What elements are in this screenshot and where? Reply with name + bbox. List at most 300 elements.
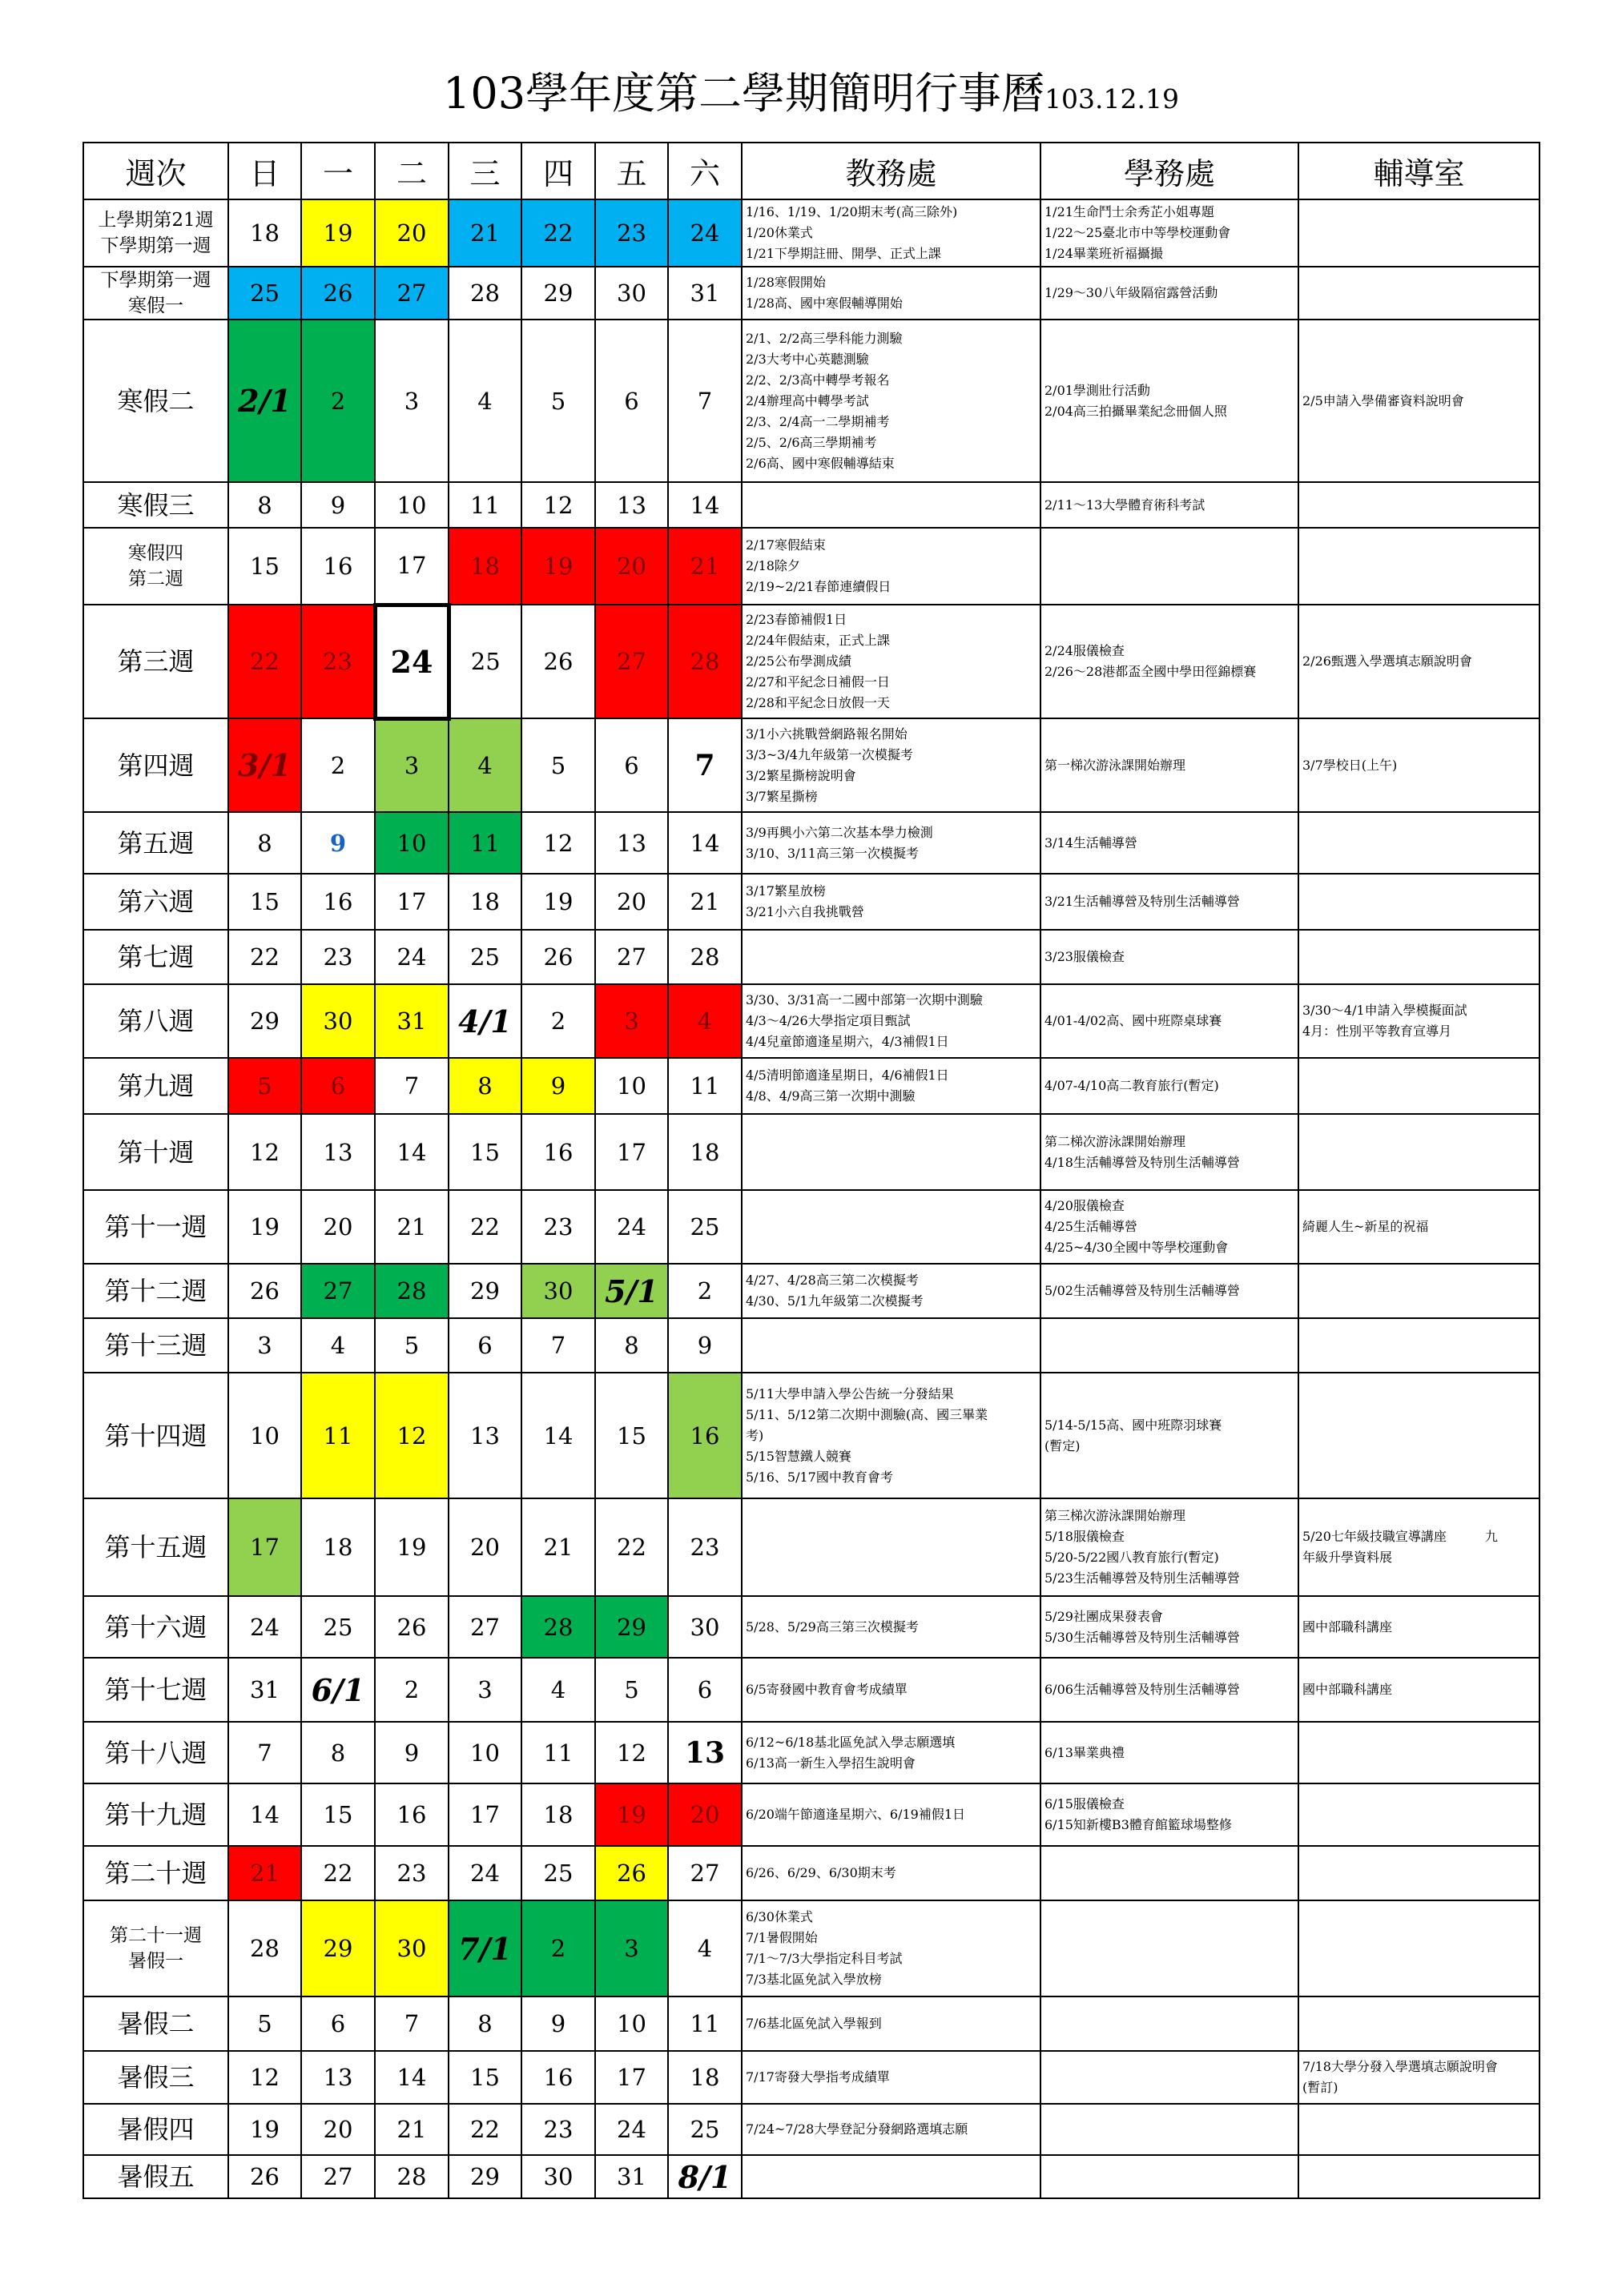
day-cell-fri: 24 [595,2104,668,2155]
academic-notes [742,528,1040,605]
student-affairs-notes [1040,874,1298,930]
day-cell-sat: 11 [668,1058,742,1114]
note-line: 4/30、5/1九年級第二次模擬考 [746,1293,924,1309]
day-cell-thu: 30 [521,1264,595,1318]
day-cell-tue: 2 [375,1658,449,1722]
note-line: 綺麗人生~新星的祝福 [1302,1219,1429,1234]
week-label-line: 第十一週 [104,1212,207,1242]
note-line: 1/22～25臺北市中等學校運動會 [1044,225,1231,240]
student-affairs-notes [1040,482,1298,528]
day-cell-thu: 5 [521,718,595,812]
day-cell-mon: 6/1 [301,1658,375,1722]
day-cell-mon: 9 [301,482,375,528]
day-cell-thu: 26 [521,930,595,984]
note-line: 7/1～7/3大學指定科目考試 [746,1951,903,1966]
week-label-line: 第十八週 [104,1737,207,1768]
day-cell-thu: 16 [521,1114,595,1190]
note-line: 1/28高、國中寒假輔導開始 [746,296,903,311]
note-line: 7/18大學分發入學選填志願說明會 [1302,2059,1498,2074]
day-cell-wed: 13 [449,1373,521,1498]
day-cell-thu: 18 [521,1783,595,1846]
note-line: 2/04高三拍攝畢業紀念冊個人照 [1044,403,1227,419]
day-cell-thu: 4 [521,1658,595,1722]
counseling-notes [1298,267,1539,320]
day-cell-thu: 21 [521,1498,595,1596]
note-line: 1/28寒假開始 [746,275,826,290]
day-cell-fri: 26 [595,1846,668,1900]
day-cell-sun: 31 [228,1658,301,1722]
week-row [83,1996,1539,2051]
academic-notes [742,1722,1040,1783]
day-cell-tue: 31 [375,984,449,1058]
day-cell-fri: 5/1 [595,1264,668,1318]
student-affairs-notes [1040,1373,1298,1498]
note-line: 6/30休業式 [746,1909,813,1924]
day-cell-wed: 8 [449,1058,521,1114]
note-line: 4/27、4/28高三第二次模擬考 [746,1273,919,1288]
week-row [83,812,1539,874]
note-line: 3/30、3/31高一二國中部第一次期中測驗 [746,992,983,1007]
note-line: 2/4辦理高中轉學考試 [746,392,869,408]
counseling-notes [1298,2051,1539,2104]
day-cell-sun: 22 [228,605,301,718]
day-cell-fri: 23 [595,199,668,267]
academic-notes [742,2104,1040,2155]
week-label [83,1596,228,1658]
note-line: 7/1暑假開始 [746,1930,818,1945]
day-cell-thu: 5 [521,320,595,482]
student-affairs-notes [1040,1058,1298,1114]
week-label-line: 第十二週 [104,1276,207,1306]
week-label [83,1190,228,1264]
day-cell-sat: 14 [668,482,742,528]
day-cell-thu: 16 [521,2051,595,2104]
day-cell-fri: 6 [595,320,668,482]
note-line: 3/30～4/1申請入學模擬面試 [1302,1003,1467,1018]
student-affairs-notes [1040,1498,1298,1596]
day-cell-thu: 22 [521,199,595,267]
student-affairs-notes [1040,1846,1298,1900]
day-cell-thu: 14 [521,1373,595,1498]
student-affairs-notes [1040,718,1298,812]
day-cell-sat: 30 [668,1596,742,1658]
week-label-line: 第十週 [117,1136,195,1168]
note-line: 2/5申請入學備審資料說明會 [1302,392,1464,408]
academic-notes [742,1058,1040,1114]
week-row [83,267,1539,320]
note-line: 4/25~4/30全國中等學校運動會 [1044,1240,1229,1255]
day-cell-mon: 13 [301,1114,375,1190]
week-label [83,1783,228,1846]
day-cell-wed: 10 [449,1722,521,1783]
day-cell-tue: 16 [375,1783,449,1846]
student-affairs-notes [1040,1658,1298,1722]
counseling-notes [1298,1596,1539,1658]
header-mon: 一 [301,143,375,199]
note-line: 年級升學資料展 [1302,1550,1393,1565]
counseling-notes [1298,1722,1539,1783]
week-label-line: 第十五週 [104,1532,207,1562]
day-cell-fri: 10 [595,1996,668,2051]
academic-notes [742,1498,1040,1596]
note-line: 3/7繁星撕榜 [746,788,818,804]
week-label [83,2155,228,2198]
counseling-notes [1298,874,1539,930]
day-cell-sun: 17 [228,1498,301,1596]
day-cell-sun: 19 [228,1190,301,1264]
week-label [83,528,228,605]
week-label [83,1318,228,1373]
week-row [83,1783,1539,1846]
student-affairs-notes [1040,2155,1298,2198]
week-row [83,482,1539,528]
day-cell-fri: 30 [595,267,668,320]
calendar-table [83,142,1540,2199]
header-counseling: 輔導室 [1298,143,1539,199]
week-label-line: 第十七週 [104,1675,207,1705]
day-cell-sun: 26 [228,1264,301,1318]
day-cell-tue: 5 [375,1318,449,1373]
header-sat: 六 [668,143,742,199]
day-cell-mon: 2 [301,718,375,812]
header-week: 週次 [83,143,228,199]
day-cell-wed: 15 [449,1114,521,1190]
day-cell-sat: 16 [668,1373,742,1498]
day-cell-mon: 16 [301,528,375,605]
day-cell-tue: 24 [375,930,449,984]
note-line: 3/7學校日(上午) [1302,757,1398,773]
day-cell-mon: 29 [301,1900,375,1996]
week-row [83,1114,1539,1190]
note-line: 1/21生命鬥士余秀芷小姐專題 [1044,204,1214,219]
day-cell-tue: 28 [375,1264,449,1318]
note-line: 考) [746,1427,764,1443]
note-line: 1/20休業式 [746,225,813,240]
week-label-line: 第八週 [117,1006,195,1036]
day-cell-tue: 12 [375,1373,449,1498]
week-label [83,2051,228,2104]
note-line: 1/29～30八年級隔宿露營活動 [1044,285,1218,300]
note-line: 5/16、5/17國中教育會考 [746,1469,893,1485]
student-affairs-notes [1040,1783,1298,1846]
week-label [83,1058,228,1114]
week-label [83,718,228,812]
day-cell-sat: 28 [668,605,742,718]
note-line: 5/29社團成果發表會 [1044,1608,1163,1624]
student-affairs-notes [1040,1722,1298,1783]
title-date: 103.12.19 [1044,83,1180,115]
note-line: 2/5、2/6高三學期補考 [746,434,877,450]
day-cell-thu: 2 [521,1900,595,1996]
day-cell-sun: 5 [228,1996,301,2051]
student-affairs-notes [1040,2051,1298,2104]
day-cell-sat: 27 [668,1846,742,1900]
day-cell-mon: 8 [301,1722,375,1783]
note-line: 第三梯次游泳課開始辦理 [1044,1508,1186,1523]
note-line: 5/02生活輔導營及特別生活輔導營 [1044,1283,1240,1298]
note-line: 4/18生活輔導營及特別生活輔導營 [1044,1154,1240,1170]
day-cell-mon: 6 [301,1996,375,2051]
note-line: 4/20服儀檢查 [1044,1198,1125,1213]
week-row [83,1722,1539,1783]
day-cell-tue: 20 [375,199,449,267]
day-cell-fri: 27 [595,930,668,984]
day-cell-mon: 15 [301,1783,375,1846]
day-cell-tue: 14 [375,2051,449,2104]
day-cell-mon: 26 [301,267,375,320]
week-label-line: 下學期第一週 [100,235,211,256]
day-cell-sat: 11 [668,1996,742,2051]
week-label-line: 寒假二 [117,385,195,416]
counseling-notes [1298,984,1539,1058]
week-label [83,1722,228,1783]
note-line: 國中部職科講座 [1302,1618,1393,1635]
student-affairs-notes [1040,1596,1298,1658]
note-line: 2/17寒假結束 [746,537,826,553]
day-cell-mon: 30 [301,984,375,1058]
day-cell-sat: 25 [668,2104,742,2155]
day-cell-wed: 6 [449,1318,521,1373]
note-line: 2/26甄選入學選填志願說明會 [1302,653,1472,669]
week-label [83,1264,228,1318]
day-cell-tue: 7 [375,1996,449,2051]
week-label-line: 第二十一週 [110,1925,202,1946]
student-affairs-notes [1040,1114,1298,1190]
note-line: 1/24畢業班祈福攝撮 [1044,246,1163,261]
academic-notes [742,2051,1040,2104]
academic-notes [742,1783,1040,1846]
day-cell-mon: 16 [301,874,375,930]
week-label-line: 暑假二 [117,2008,195,2039]
note-line: 2/1、2/2高三學科能力測驗 [746,330,903,346]
note-line: 5/30生活輔導營及特別生活輔導營 [1044,1629,1240,1645]
day-cell-fri: 27 [595,605,668,718]
day-cell-sat: 20 [668,1783,742,1846]
day-cell-fri: 20 [595,874,668,930]
week-label [83,1498,228,1596]
day-cell-wed: 3 [449,1658,521,1722]
day-cell-tue: 10 [375,482,449,528]
week-row [83,984,1539,1058]
day-cell-tue: 28 [375,2155,449,2198]
day-cell-thu: 12 [521,482,595,528]
counseling-notes [1298,1058,1539,1114]
week-label-line: 寒假一 [128,296,183,316]
day-cell-sat: 21 [668,874,742,930]
week-label-line: 第四週 [117,750,195,781]
week-label-line: 第十六週 [104,1611,207,1643]
day-cell-sun: 12 [228,1114,301,1190]
day-cell-sat: 4 [668,984,742,1058]
note-line: 4/5清明節適逢星期日，4/6補假1日 [746,1068,949,1083]
day-cell-mon: 18 [301,1498,375,1596]
academic-notes [742,930,1040,984]
day-cell-wed: 29 [449,2155,521,2198]
day-cell-sun: 14 [228,1783,301,1846]
day-cell-mon: 27 [301,2155,375,2198]
week-label [83,1373,228,1498]
note-line: 6/5寄發國中教育會考成績單 [746,1682,908,1697]
counseling-notes [1298,2155,1539,2198]
note-line: 2/2、2/3高中轉學考報名 [746,372,890,388]
note-line: 7/24~7/28大學登記分發網路選填志願 [746,2121,968,2137]
week-label-line: 第五週 [117,827,195,858]
week-row [83,528,1539,605]
academic-notes [742,1190,1040,1264]
day-cell-tue: 27 [375,267,449,320]
day-cell-sun: 25 [228,267,301,320]
day-cell-tue: 7 [375,1058,449,1114]
student-affairs-notes [1040,605,1298,718]
student-affairs-notes [1040,984,1298,1058]
day-cell-sun: 7 [228,1722,301,1783]
note-line: 4/4兒童節適逢星期六，4/3補假1日 [746,1034,949,1049]
student-affairs-notes [1040,1318,1298,1373]
week-label-line: 寒假三 [117,489,195,521]
day-cell-sun: 15 [228,874,301,930]
counseling-notes [1298,1846,1539,1900]
note-line: 6/12~6/18基北區免試入學志願選填 [746,1734,956,1750]
header-sun: 日 [228,143,301,199]
note-line: 2/24年假結束，正式上課 [746,633,890,648]
academic-notes [742,482,1040,528]
note-line: 7/17寄發大學指考成績單 [746,2069,890,2085]
header-academic: 教務處 [742,143,1040,199]
day-cell-fri: 29 [595,1596,668,1658]
week-label-line: 第二十週 [104,1858,207,1888]
day-cell-fri: 15 [595,1373,668,1498]
week-label-line: 暑假三 [117,2062,195,2093]
week-label [83,267,228,320]
day-cell-sun: 3 [228,1318,301,1373]
week-label [83,874,228,930]
academic-notes [742,1318,1040,1373]
day-cell-sun: 3/1 [228,718,301,812]
day-cell-wed: 25 [449,605,521,718]
note-line: 3/10、3/11高三第一次模擬考 [746,845,919,861]
academic-notes [742,2155,1040,2198]
week-label [83,812,228,874]
day-cell-fri: 13 [595,812,668,874]
academic-notes [742,1996,1040,2051]
note-line: 7/6基北區免試入學報到 [746,2016,882,2031]
header-fri: 五 [595,143,668,199]
academic-notes [742,199,1040,267]
note-line: 1/21下學期註冊、開學、正式上課 [746,246,941,261]
academic-notes [742,718,1040,812]
week-label-line: 第十九週 [104,1799,207,1830]
day-cell-mon: 13 [301,2051,375,2104]
note-line: 4/8、4/9高三第一次期中測驗 [746,1088,916,1104]
note-line: 4/25生活輔導營 [1044,1219,1137,1234]
day-cell-fri: 5 [595,1658,668,1722]
counseling-notes [1298,1318,1539,1373]
week-row [83,605,1539,718]
week-label [83,1658,228,1722]
day-cell-wed: 4/1 [449,984,521,1058]
counseling-notes [1298,199,1539,267]
day-cell-sun: 29 [228,984,301,1058]
student-affairs-notes [1040,199,1298,267]
student-affairs-notes [1040,812,1298,874]
day-cell-thu: 9 [521,1058,595,1114]
day-cell-sun: 15 [228,528,301,605]
academic-notes [742,1596,1040,1658]
note-line: 2/27和平紀念日補假一日 [746,674,890,690]
note-line: 3/3~3/4九年級第一次模擬考 [746,746,913,762]
week-row [83,1190,1539,1264]
title-text: 103學年度第二學期簡明行事曆 [442,68,1045,119]
day-cell-fri: 22 [595,1498,668,1596]
note-line: 6/26、6/29、6/30期末考 [746,1865,896,1880]
day-cell-sat: 24 [668,199,742,267]
day-cell-thu: 2 [521,984,595,1058]
note-line: 4月：性別平等教育宣導月 [1302,1023,1452,1039]
day-cell-tue: 30 [375,1900,449,1996]
day-cell-wed: 4 [449,718,521,812]
day-cell-tue: 26 [375,1596,449,1658]
academic-notes [742,267,1040,320]
note-line: 2/3大考中心英聽測驗 [746,351,869,367]
day-cell-fri: 3 [595,984,668,1058]
day-cell-tue: 19 [375,1498,449,1596]
note-line: 2/28和平紀念日放假一天 [746,695,890,710]
week-label-line: 第十四週 [104,1420,207,1451]
week-row [83,1658,1539,1722]
day-cell-sat: 7 [668,718,742,812]
day-cell-wed: 18 [449,528,521,605]
note-line: 6/13畢業典禮 [1044,1744,1125,1760]
week-row [83,1900,1539,1996]
student-affairs-notes [1040,1900,1298,1996]
week-row [83,199,1539,267]
note-line: 國中部職科講座 [1302,1682,1393,1697]
week-label [83,482,228,528]
day-cell-thu: 29 [521,267,595,320]
day-cell-mon: 11 [301,1373,375,1498]
week-row [83,2155,1539,2198]
day-cell-fri: 31 [595,2155,668,2198]
student-affairs-notes [1040,930,1298,984]
week-label-line: 上學期第21週 [98,210,214,231]
student-affairs-notes [1040,267,1298,320]
counseling-notes [1298,1996,1539,2051]
week-label-line: 暑假一 [128,1951,183,1972]
day-cell-tue: 21 [375,2104,449,2155]
week-label [83,984,228,1058]
day-cell-fri: 19 [595,1783,668,1846]
note-line: 5/15智慧鐵人競賽 [746,1448,851,1464]
day-cell-fri: 8 [595,1318,668,1373]
day-cell-fri: 17 [595,2051,668,2104]
day-cell-wed: 15 [449,2051,521,2104]
note-line: 6/15知新樓B3體育館籃球場整修 [1044,1817,1232,1832]
day-cell-mon: 27 [301,1264,375,1318]
counseling-notes [1298,718,1539,812]
counseling-notes [1298,1264,1539,1318]
counseling-notes [1298,1658,1539,1722]
counseling-notes [1298,1190,1539,1264]
note-line: 2/01學測壯行活動 [1044,382,1150,398]
counseling-notes [1298,1114,1539,1190]
day-cell-mon: 4 [301,1318,375,1373]
day-cell-sat: 6 [668,1658,742,1722]
day-cell-sun: 28 [228,1900,301,1996]
header-row [83,143,1539,199]
day-cell-sun: 18 [228,199,301,267]
day-cell-fri: 24 [595,1190,668,1264]
note-line: 5/28、5/29高三第三次模擬考 [746,1618,919,1635]
